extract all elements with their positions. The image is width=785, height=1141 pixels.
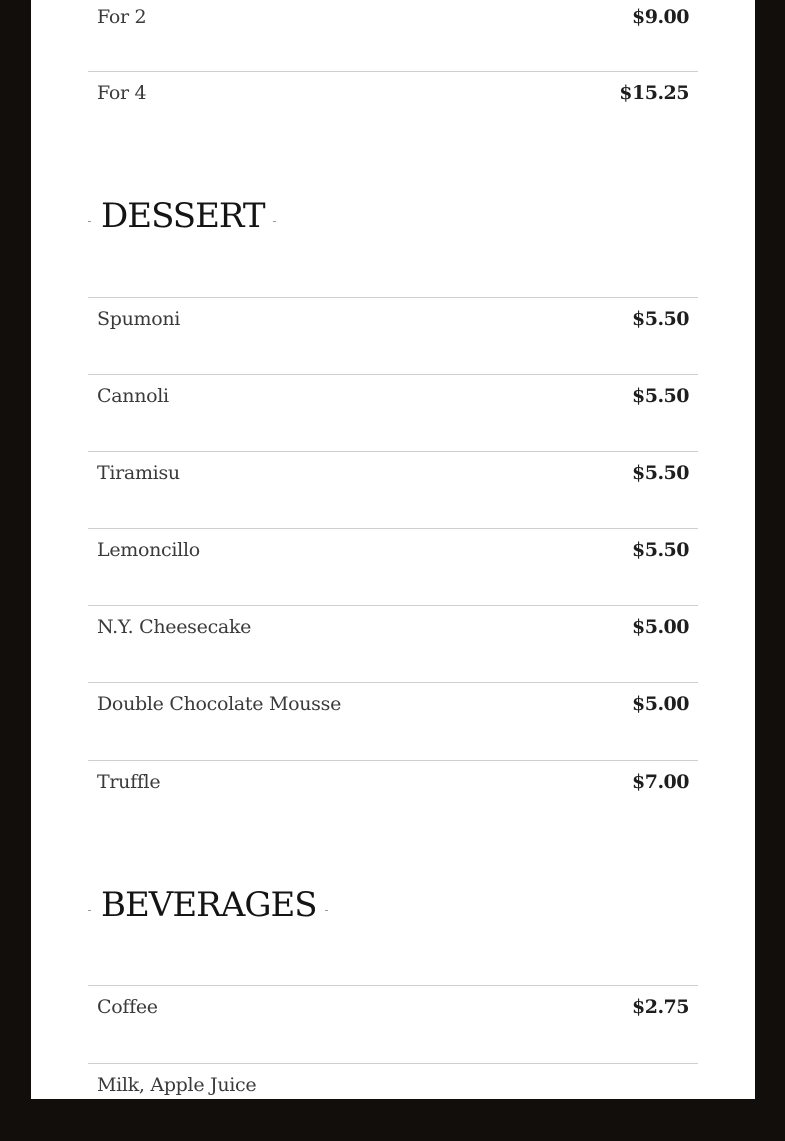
menu-item-price: $5.00 (632, 693, 689, 715)
section-heading-beverages (88, 880, 328, 930)
menu-item-name: For 4 (97, 82, 147, 104)
menu-item-price: $7.00 (632, 771, 689, 793)
menu-item-name: Double Chocolate Mousse (97, 693, 342, 715)
menu-item-name: Milk, Apple Juice (97, 1074, 257, 1096)
menu-item (88, 985, 698, 1063)
menu-item-price: $15.25 (619, 82, 689, 104)
menu-item-price: $5.50 (632, 308, 689, 330)
menu-item (88, 1063, 698, 1141)
menu-item (88, 605, 698, 683)
heading-dot (273, 221, 276, 222)
menu-item-name: N.Y. Cheesecake (97, 616, 252, 638)
menu-item-name: Coffee (97, 996, 158, 1018)
menu-item (88, 528, 698, 606)
menu-item (88, 0, 698, 73)
menu-item-price: $5.50 (632, 462, 689, 484)
menu-item-price: $5.50 (632, 539, 689, 561)
menu-item (88, 374, 698, 452)
menu-item-name: Spumoni (97, 308, 181, 330)
menu-item-price: $2.75 (632, 996, 689, 1018)
menu-item-price: $5.50 (632, 385, 689, 407)
menu-item (88, 297, 698, 375)
menu-item (88, 71, 698, 149)
heading-dot (325, 910, 328, 911)
section-title: DESSERT (101, 196, 265, 236)
menu-item-name: Lemoncillo (97, 539, 200, 561)
menu-item-price: $9.00 (632, 6, 689, 28)
menu-item-name: Tiramisu (97, 462, 180, 484)
menu-item (88, 682, 698, 760)
section-title: BEVERAGES (101, 885, 317, 925)
menu-item-name: Truffle (97, 771, 161, 793)
menu-item (88, 451, 698, 529)
menu-page (31, 0, 755, 1099)
menu-item (88, 760, 698, 838)
menu-item-price: $5.00 (632, 616, 689, 638)
menu-item-name: For 2 (97, 6, 147, 28)
section-heading-dessert (88, 191, 276, 241)
menu-item-name: Cannoli (97, 385, 169, 407)
